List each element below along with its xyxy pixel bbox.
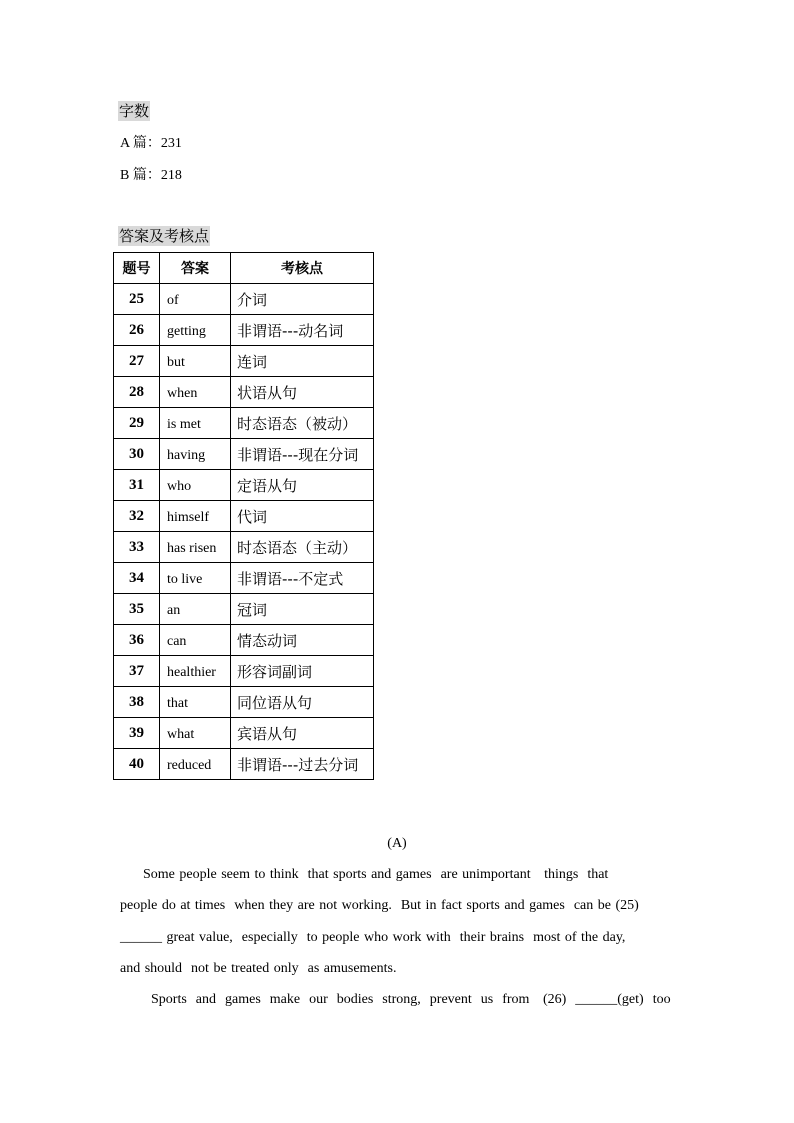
test-point-cell: 时态语态（被动） [231, 408, 374, 439]
table-row [114, 346, 374, 377]
question-number-cell: 35 [114, 594, 160, 625]
question-number-cell: 32 [114, 501, 160, 532]
column-header-answer: 答案 [160, 253, 231, 284]
table-row [114, 625, 374, 656]
test-point-cell: 定语从句 [231, 470, 374, 501]
answers-heading: 答案及考核点 [119, 227, 210, 245]
word-count-heading: 字数 [119, 102, 150, 120]
question-number-cell: 28 [114, 377, 160, 408]
test-point-cell: 宾语从句 [231, 718, 374, 749]
test-point-cell: 非谓语---动名词 [231, 315, 374, 346]
answers-table [113, 252, 374, 780]
column-header-point: 考核点 [231, 253, 374, 284]
table-row [114, 594, 374, 625]
passage-line: people do at times when they are not working. But in fact sports and games can be (25) [120, 898, 639, 913]
table-row [114, 439, 374, 470]
test-point-cell: 非谓语---过去分词 [231, 749, 374, 780]
question-number-cell: 27 [114, 346, 160, 377]
question-number-cell: 31 [114, 470, 160, 501]
table-header-row [114, 253, 374, 284]
table-row [114, 408, 374, 439]
test-point-cell: 非谓语---不定式 [231, 563, 374, 594]
table-row [114, 718, 374, 749]
test-point-cell: 非谓语---现在分词 [231, 439, 374, 470]
test-point-cell: 代词 [231, 501, 374, 532]
passage-line: Sports and games make our bodies strong, prevent us from (26) ______(get) too [151, 992, 671, 1007]
passage-label: (A) [387, 836, 407, 851]
question-number-cell: 36 [114, 625, 160, 656]
table-row [114, 377, 374, 408]
word-count-a: A 篇：231 [120, 136, 182, 151]
answer-cell: reduced [160, 749, 231, 780]
answer-cell: can [160, 625, 231, 656]
answer-cell: that [160, 687, 231, 718]
answer-cell: who [160, 470, 231, 501]
answer-cell: an [160, 594, 231, 625]
test-point-cell: 冠词 [231, 594, 374, 625]
test-point-cell: 形容词副词 [231, 656, 374, 687]
table-row [114, 687, 374, 718]
test-point-cell: 同位语从句 [231, 687, 374, 718]
test-point-cell: 连词 [231, 346, 374, 377]
question-number-cell: 30 [114, 439, 160, 470]
table-row [114, 656, 374, 687]
word-count-b: B 篇：218 [120, 168, 182, 183]
answer-cell: himself [160, 501, 231, 532]
answer-cell: is met [160, 408, 231, 439]
table-row [114, 532, 374, 563]
table-row [114, 501, 374, 532]
answer-cell: of [160, 284, 231, 315]
question-number-cell: 33 [114, 532, 160, 563]
question-number-cell: 38 [114, 687, 160, 718]
answer-cell: getting [160, 315, 231, 346]
question-number-cell: 39 [114, 718, 160, 749]
test-point-cell: 情态动词 [231, 625, 374, 656]
answer-cell: having [160, 439, 231, 470]
table-row [114, 284, 374, 315]
question-number-cell: 37 [114, 656, 160, 687]
table-row [114, 470, 374, 501]
test-point-cell: 状语从句 [231, 377, 374, 408]
column-header-number: 题号 [114, 253, 160, 284]
table-row [114, 563, 374, 594]
table-row [114, 749, 374, 780]
answer-cell: what [160, 718, 231, 749]
question-number-cell: 29 [114, 408, 160, 439]
answer-cell: to live [160, 563, 231, 594]
answer-cell: healthier [160, 656, 231, 687]
question-number-cell: 40 [114, 749, 160, 780]
passage-line: Some people seem to think that sports and games are unimportant things that [143, 867, 609, 882]
question-number-cell: 26 [114, 315, 160, 346]
question-number-cell: 34 [114, 563, 160, 594]
answer-cell: when [160, 377, 231, 408]
test-point-cell: 时态语态（主动） [231, 532, 374, 563]
table-row [114, 315, 374, 346]
passage-line: and should not be treated only as amusements. [120, 961, 397, 976]
question-number-cell: 25 [114, 284, 160, 315]
passage-line: ______ great value, especially to people who work with their brains most of the day, [120, 930, 626, 945]
test-point-cell: 介词 [231, 284, 374, 315]
answer-cell: but [160, 346, 231, 377]
answer-cell: has risen [160, 532, 231, 563]
